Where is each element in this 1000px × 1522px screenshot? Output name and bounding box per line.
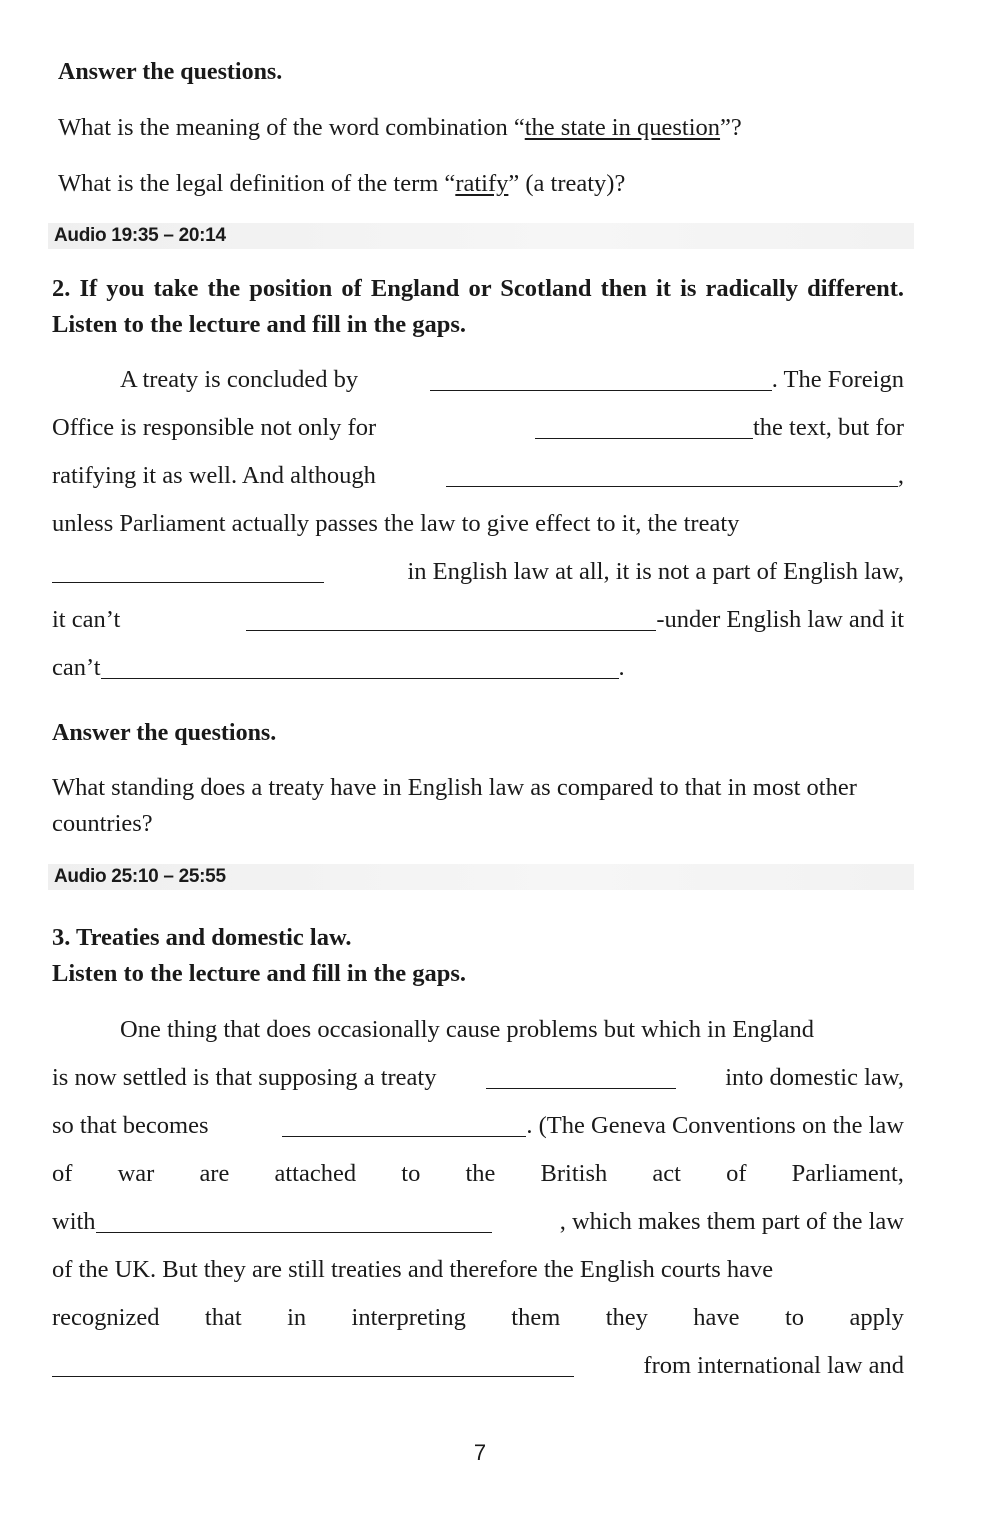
task-2-line-7: can’t .	[52, 654, 625, 681]
task-2-line-4: unless Parliament actually passes the law to give effect to it, the treaty	[52, 510, 740, 537]
task-3-line-8: from international law and	[52, 1342, 904, 1390]
task-2-line-5: in English law at all, it is not a part of English law,	[52, 548, 904, 596]
audio-timestamp-1: Audio 19:35 – 20:14	[48, 223, 914, 249]
question-treaty-standing: What standing does a treaty have in English law as compared to that in most other countries?	[52, 774, 857, 837]
term-ratify: ratify	[455, 170, 509, 197]
question-ratify: What is the legal definition of the term “ratify” (a treaty)?	[58, 170, 626, 197]
task-3-line-7: recognized that in interpreting them they have to apply	[52, 1304, 904, 1331]
task-3-line-5: with , which makes them part of the law	[52, 1208, 904, 1235]
term-state-in-question: the state in question	[524, 114, 721, 141]
blank-gap[interactable]	[430, 389, 772, 391]
blank-gap[interactable]	[52, 1375, 574, 1377]
task-2-line-6: it can’t -under English law and it	[52, 606, 904, 633]
task-3-line-2: is now settled is that supposing a treaty into domestic law,	[52, 1064, 904, 1091]
task-2-line-3: ratifying it as well. And although ,	[52, 462, 904, 489]
blank-gap[interactable]	[282, 1135, 526, 1137]
blank-gap[interactable]	[52, 581, 324, 583]
task-3-title-line-2: Listen to the lecture and fill in the gaps.	[52, 960, 467, 987]
blank-gap[interactable]	[101, 677, 619, 679]
blank-gap[interactable]	[486, 1087, 676, 1089]
question-state-in-question: What is the meaning of the word combination “the state in question”?	[58, 114, 742, 141]
blank-gap[interactable]	[535, 437, 753, 439]
answer-questions-heading: Answer the questions.	[58, 59, 283, 85]
blank-gap[interactable]	[446, 485, 898, 487]
task-3-line-6: of the UK. But they are still treaties and therefore the English courts have	[52, 1256, 774, 1283]
blank-gap[interactable]	[246, 629, 656, 631]
page-number: 7	[473, 1440, 487, 1465]
blank-gap[interactable]	[96, 1231, 492, 1233]
audio-timestamp-2: Audio 25:10 – 25:55	[48, 864, 914, 890]
task-3-line-3: so that becomes . (The Geneva Conventions on the law	[52, 1112, 904, 1139]
task-2-title: 2. If you take the position of England or Scotland then it is radically different. Listen to the lecture and fill in the gaps.	[52, 275, 904, 338]
task-2-line-1: A treaty is concluded by . The Foreign	[120, 366, 904, 393]
task-2-line-2: Office is responsible not only for the text, but for	[52, 414, 904, 441]
answer-questions-heading-2: Answer the questions.	[52, 720, 277, 746]
task-3-title-line-1: 3. Treaties and domestic law.	[52, 924, 352, 951]
task-3-line-4: of war are attached to the British act of Parliament,	[52, 1160, 904, 1187]
task-3-line-1: One thing that does occasionally cause problems but which in England	[120, 1016, 815, 1043]
